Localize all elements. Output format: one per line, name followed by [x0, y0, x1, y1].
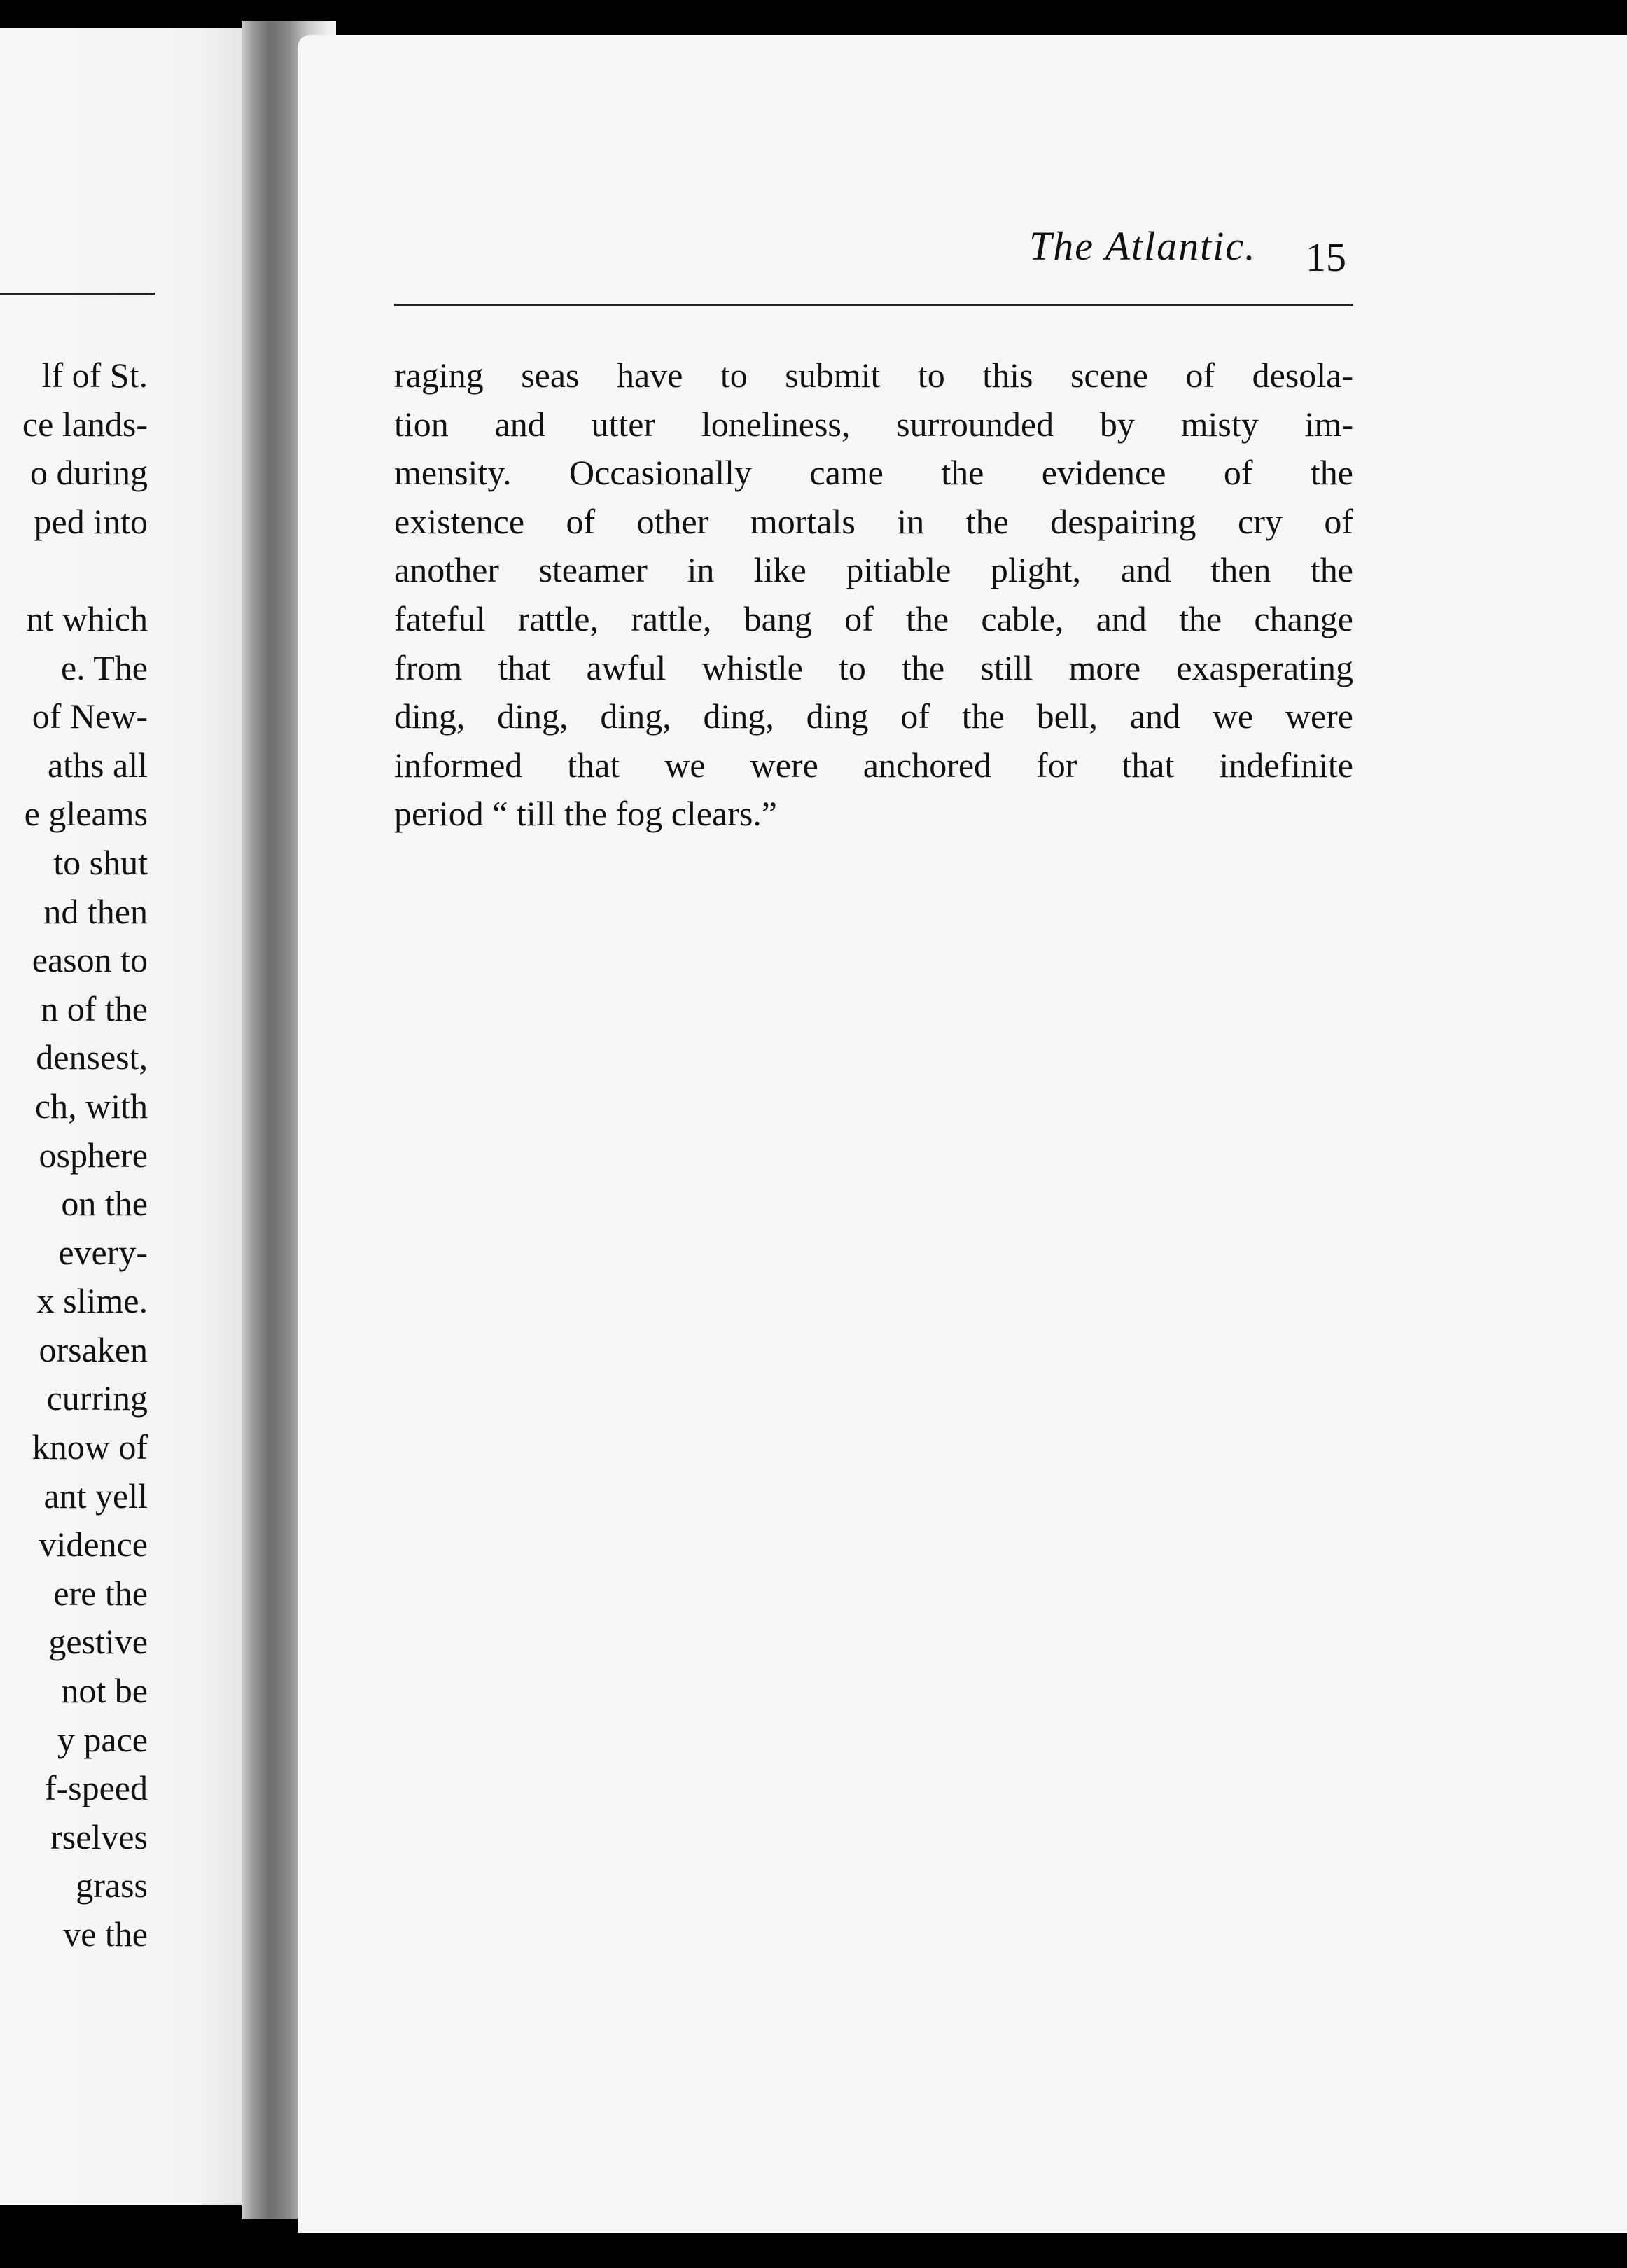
text-line: not be: [61, 1671, 148, 1711]
text-line: ve the: [63, 1914, 148, 1954]
text-line: ce lands-: [22, 404, 148, 444]
text-line: orsaken: [39, 1329, 148, 1369]
text-line: gestive: [48, 1622, 148, 1662]
text-line: to shut: [53, 842, 148, 882]
text-line: ere the: [53, 1573, 148, 1613]
left-header-rule: [0, 293, 155, 295]
text-line: ch, with: [34, 1086, 148, 1126]
text-line: e gleams: [24, 794, 148, 834]
text-line: on the: [61, 1184, 148, 1224]
page-number: 15: [1306, 234, 1346, 280]
text-line: ant yell: [43, 1476, 148, 1516]
text-line: n of the: [41, 988, 148, 1028]
text-line: rselves: [50, 1816, 148, 1856]
text-line: f-speed: [44, 1768, 148, 1808]
text-line: know of: [32, 1427, 148, 1467]
text-line: curring: [46, 1378, 148, 1418]
body-paragraph: [394, 351, 1353, 839]
paragraph-line: informed that we were anchored for that indefinite: [394, 745, 1353, 785]
text-line: densest,: [36, 1037, 148, 1077]
left-page-text: [22, 351, 148, 1959]
paragraph-line: existence of other mortals in the despairing cry of: [394, 501, 1353, 541]
text-line: of New-: [32, 696, 148, 736]
text-line: ped into: [34, 501, 148, 541]
paragraph-line: tion and utter loneliness, surrounded by misty im-: [394, 404, 1353, 444]
text-line: nd then: [43, 891, 148, 931]
left-page: [0, 28, 242, 2205]
text-line-gap: [22, 546, 148, 595]
running-title: The Atlantic.: [1029, 223, 1257, 269]
header-rule: [394, 304, 1353, 306]
text-line: eason to: [32, 940, 148, 980]
text-line: vidence: [39, 1525, 148, 1564]
text-line: nt which: [26, 598, 148, 638]
text-line: o during: [29, 453, 148, 493]
text-line: aths all: [47, 745, 148, 785]
text-line: lf of St.: [41, 356, 148, 395]
right-page: [298, 35, 1627, 2233]
paragraph-line: period “ till the fog clears.”: [394, 794, 777, 834]
paragraph-line: from that awful whistle to the still more exasperating: [394, 648, 1353, 687]
text-line: e. The: [60, 648, 148, 687]
text-line: grass: [76, 1865, 148, 1905]
paragraph-line: ding, ding, ding, ding, ding of the bell, and we were: [394, 696, 1353, 736]
text-line: x slime.: [36, 1281, 148, 1321]
paragraph-line: another steamer in like pitiable plight, and then the: [394, 550, 1353, 590]
text-line: osphere: [39, 1135, 148, 1175]
text-line: every-: [58, 1232, 148, 1272]
paragraph-line: raging seas have to submit to this scene of desola-: [394, 356, 1353, 395]
paragraph-line: mensity. Occasionally came the evidence of the: [394, 453, 1353, 493]
text-line: y pace: [57, 1719, 148, 1759]
paragraph-line: fateful rattle, rattle, bang of the cable, and the change: [394, 598, 1353, 638]
